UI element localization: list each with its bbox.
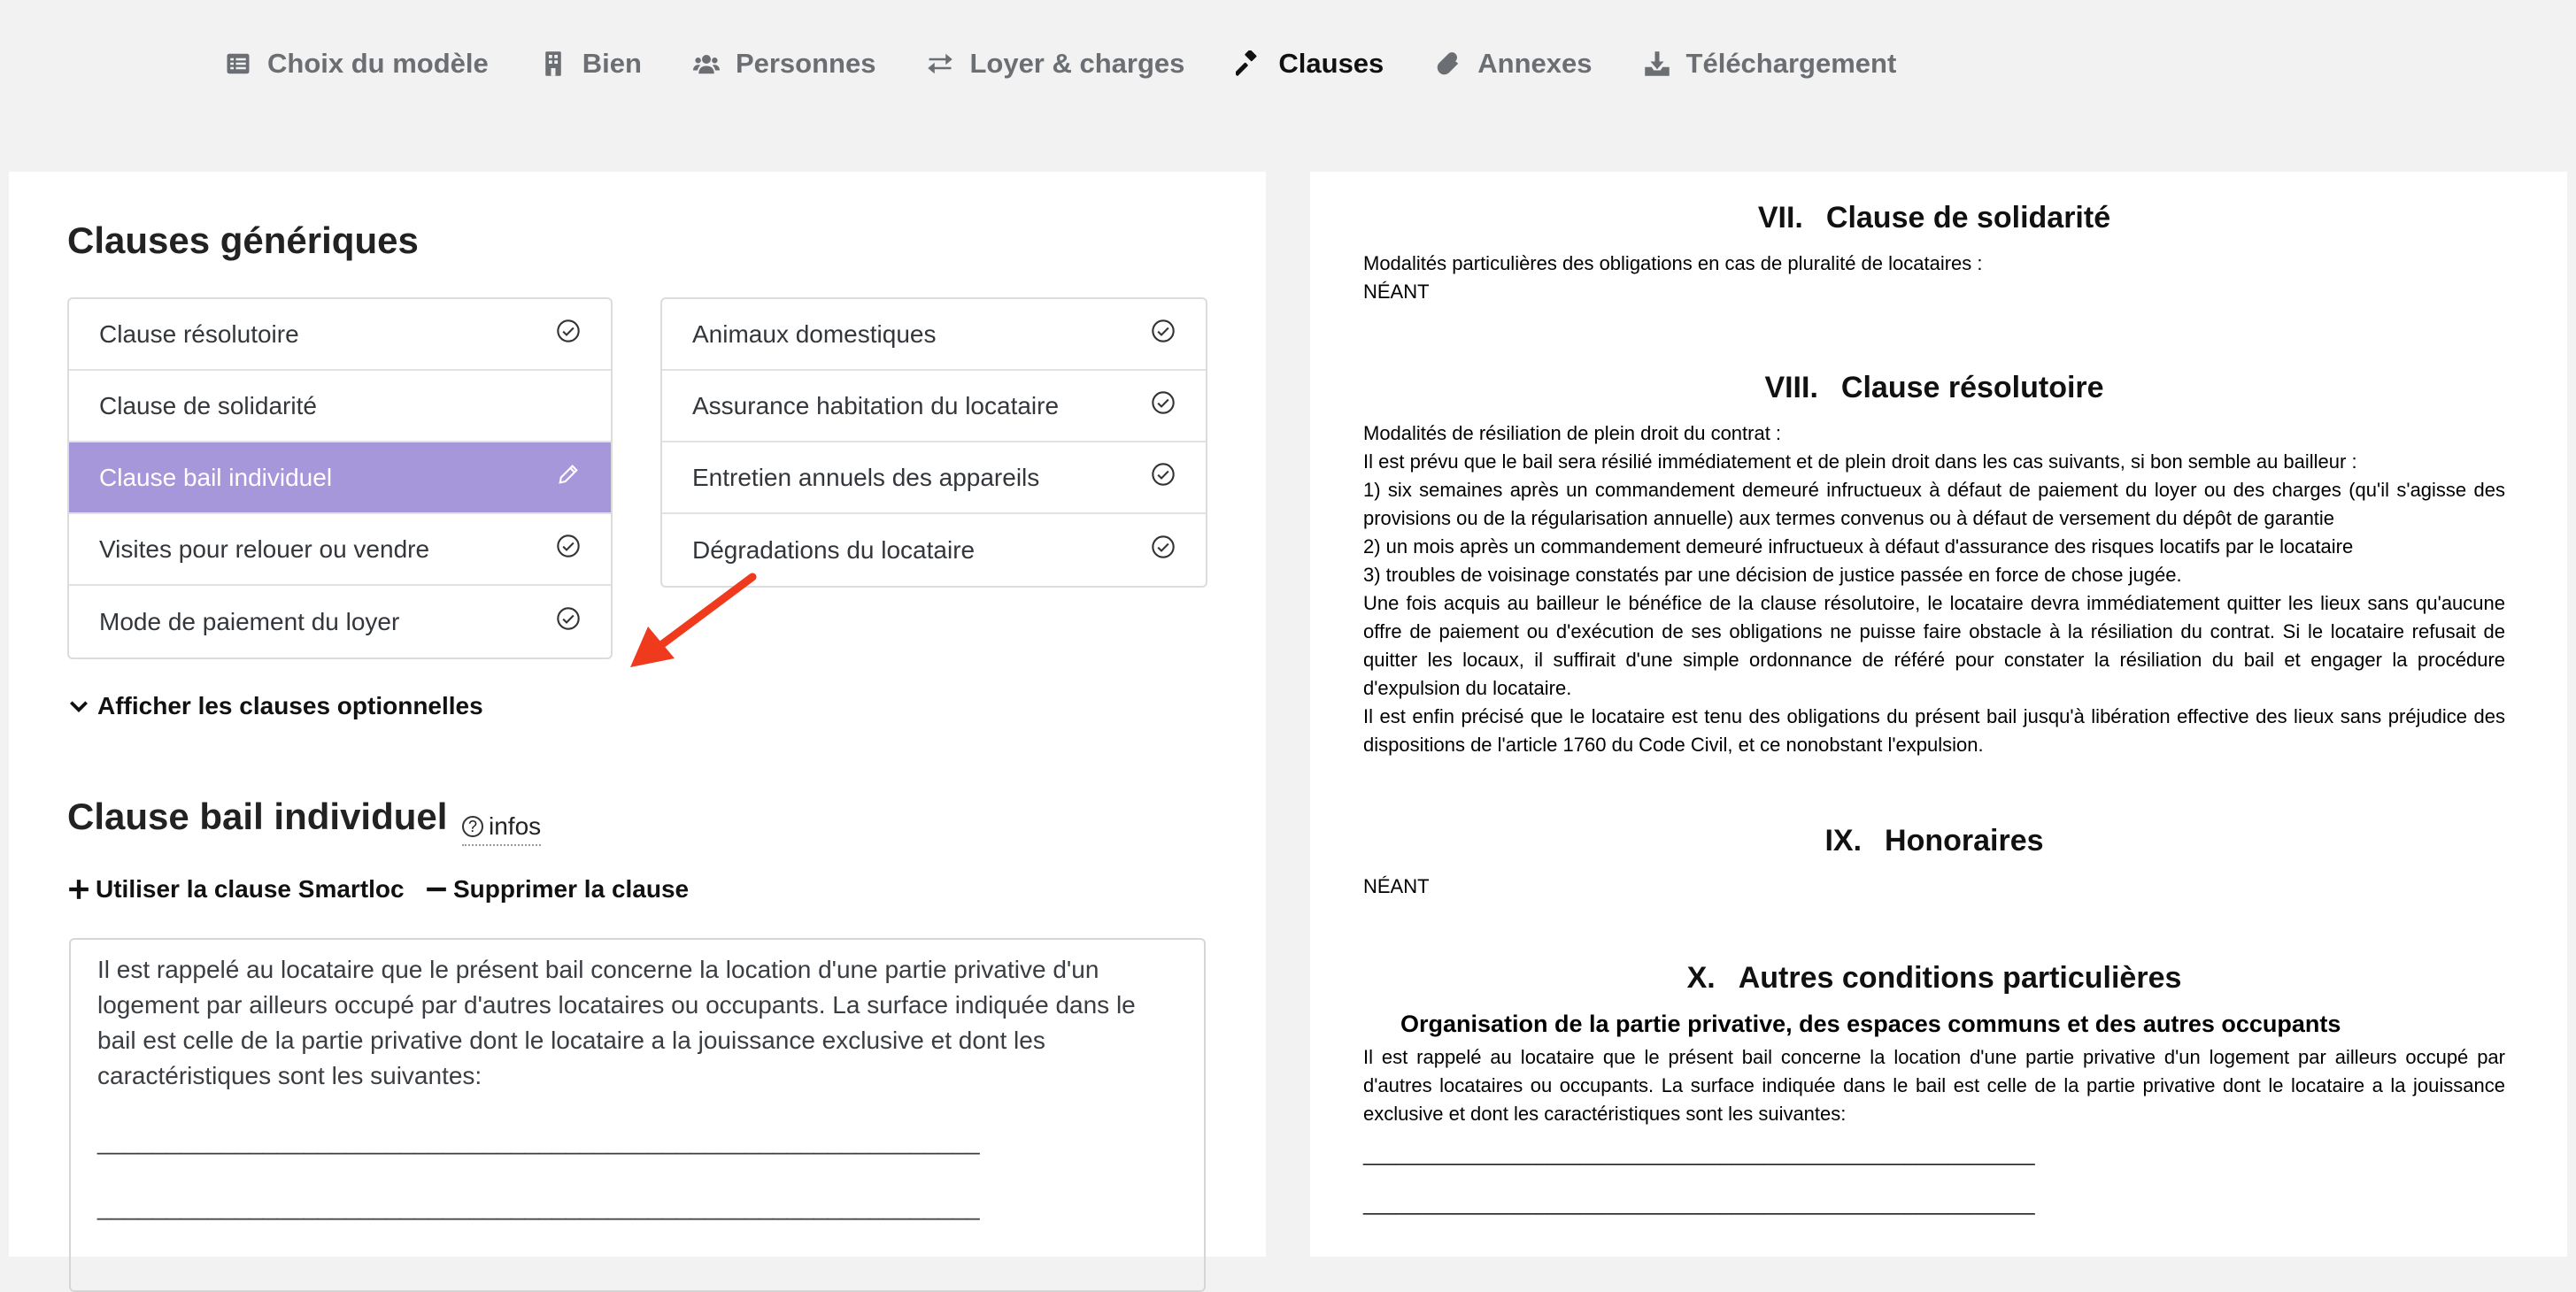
question-circle-icon: ? [462,816,483,837]
tab-label: Téléchargement [1685,48,1897,79]
users-icon [693,50,720,77]
clause-item-assurance[interactable] [662,371,1206,442]
delete-clause-button[interactable] [425,875,689,904]
section-viii [1363,373,2505,759]
section-heading: VII. Clause de solidarité [1757,201,2111,235]
clause-item-label: Entretien annuels des appareils [692,463,1040,491]
use-smartloc-clause-button[interactable] [67,875,405,904]
step-navigation [0,0,2576,133]
doc-line: 1) six semaines après un commandement demeuré infructueux à défaut de paiement du loyer ou des charges (qu'il s'agisse des provisions ou de la régularisation annuelle) aux termes convenus ou à défaut de versement du dépôt de garantie [1363,479,2505,529]
generic-clauses-title: Clauses génériques [67,219,419,261]
download-icon [1644,50,1670,77]
blank-line: ______________________________________________________________ [1363,1193,2035,1215]
exchange-icon [927,50,953,77]
minus-icon [425,878,448,901]
section-heading: X. Autres conditions particulières [1686,961,2182,995]
doc-line: NÉANT [1363,281,1430,303]
doc-line: Il est prévu que le bail sera résilié immédiatement et de plein droit dans les cas suivants, si bon semble au bailleur : [1363,450,2357,473]
clause-item-solidarite[interactable] [69,371,611,442]
tab-label: Loyer & charges [969,48,1185,79]
tab-choix-du-modele[interactable] [225,48,489,80]
section-x [1363,961,2505,1219]
tab-telechargement[interactable] [1644,48,1897,80]
tab-annexes[interactable] [1435,48,1592,80]
doc-line: 3) troubles de voisinage constatés par une décision de justice passée en force de chose jugée. [1363,564,2182,586]
clause-item-resolutoire[interactable] [69,299,611,371]
tab-label: Bien [582,48,642,79]
clause-item-visites[interactable] [69,514,611,586]
clause-item-label: Assurance habitation du locataire [692,391,1060,419]
lease-preview-panel [1310,172,2567,1257]
section-ix [1363,824,2505,901]
section-heading: VIII. Clause résolutoire [1764,371,2104,404]
clause-item-label: Dégradations du locataire [692,535,976,564]
check-circle-icon [556,606,581,637]
plus-icon [67,878,90,901]
blank-line: ______________________________________________________________ [1363,1143,2035,1165]
clause-item-label: Animaux domestiques [692,319,937,348]
show-optional-clauses-toggle[interactable] [67,692,483,720]
list-icon [225,50,251,77]
clause-text-editor[interactable] [69,938,1206,1292]
tab-label: Choix du modèle [267,48,489,79]
tab-loyer-charges[interactable] [927,48,1184,80]
blank-line: ________________________________________________________________ [97,1193,980,1220]
tab-personnes[interactable] [693,48,876,80]
paperclip-icon [1435,50,1462,77]
clause-item-animaux[interactable] [662,299,1206,371]
clause-item-paiement[interactable] [69,586,611,658]
tab-clauses[interactable] [1236,48,1384,80]
clause-title: Clause bail individuel [67,796,448,837]
clause-item-entretien[interactable] [662,442,1206,514]
delete-label: Supprimer la clause [453,875,690,903]
tab-label: Personnes [735,48,876,79]
clause-item-label: Clause bail individuel [99,463,333,491]
subsection-heading: Organisation de la partie privative, des espaces communs et des autres occupants [1400,1011,2341,1037]
generic-clauses-list-left [67,297,613,659]
doc-line: Modalités particulières des obligations en cas de pluralité de locataires : [1363,252,1983,274]
section-vii [1363,201,2505,306]
clause-item-label: Clause résolutoire [99,319,299,348]
check-circle-icon [1151,534,1176,565]
clause-item-label: Visites pour relouer ou vendre [99,534,430,563]
clause-text: Il est rappelé au locataire que le présent bail concerne la location d'une partie privative d'un logement par ailleurs occupé par d'autres locataires ou occupants. La surface indiquée dans le bail est celle de la partie privative dont le locataire a la jouissance exclusive et dont les caractéristiques sont les suivantes: [97,956,1136,1089]
generic-clauses-list-right [660,297,1207,588]
doc-line: Il est enfin précisé que le locataire est tenu des obligations du présent bail jusqu'à libération effective des lieux sans préjudice des dispositions de l'article 1760 du Code Civil, et ce nonobstant l'expulsion. [1363,705,2505,756]
check-circle-icon [1151,462,1176,493]
check-circle-icon [1151,390,1176,421]
infos-label: infos [489,812,542,840]
check-circle-icon [556,319,581,350]
gavel-icon [1236,50,1262,77]
clauses-editor-panel [9,172,1266,1257]
clause-item-label: Mode de paiement du loyer [99,607,400,635]
check-circle-icon [556,534,581,565]
doc-line: 2) un mois après un commandement demeuré infructueux à défaut d'assurance des risques locatifs par le locataire [1363,535,2354,558]
doc-line: Modalités de résiliation de plein droit du contrat : [1363,422,1782,444]
building-icon [540,50,567,77]
pencil-icon [556,462,581,493]
doc-line: NÉANT [1363,875,1430,897]
tab-label: Clauses [1278,48,1384,79]
section-heading: IX. Honoraires [1824,824,2044,857]
blank-line: ________________________________________________________________ [97,1127,980,1155]
chevron-down-icon [67,695,90,718]
doc-line: Il est rappelé au locataire que le présent bail concerne la location d'une partie privative d'un logement par ailleurs occupé par d'autres locataires ou occupants. La surface indiquée dans le bail est celle de la partie privative dont le locataire a la jouissance exclusive et dont les caractéristiques sont les suivantes: [1363,1046,2505,1125]
tab-label: Annexes [1477,48,1593,79]
show-optional-label: Afficher les clauses optionnelles [97,692,483,719]
doc-line: Une fois acquis au bailleur le bénéfice de la clause résolutoire, le locataire devra immédiatement quitter les lieux sans qu'aucune offre de paiement ou d'exécution de ses obligations ne puisse faire obstacle à la résiliation du contrat. Si le locataire refusait de quitter les locaux, il suffirait d'une simple ordonnance de référé pour constater la résiliation du bail et engager la procédure d'expulsion du locataire. [1363,592,2505,699]
tab-bien[interactable] [540,48,642,80]
check-circle-icon [1151,319,1176,350]
clause-item-degradations[interactable] [662,514,1206,586]
clause-item-label: Clause de solidarité [99,391,317,419]
use-smartloc-label: Utiliser la clause Smartloc [96,875,405,903]
infos-link[interactable] [462,812,541,846]
clause-item-bail-individuel[interactable] [69,442,611,514]
